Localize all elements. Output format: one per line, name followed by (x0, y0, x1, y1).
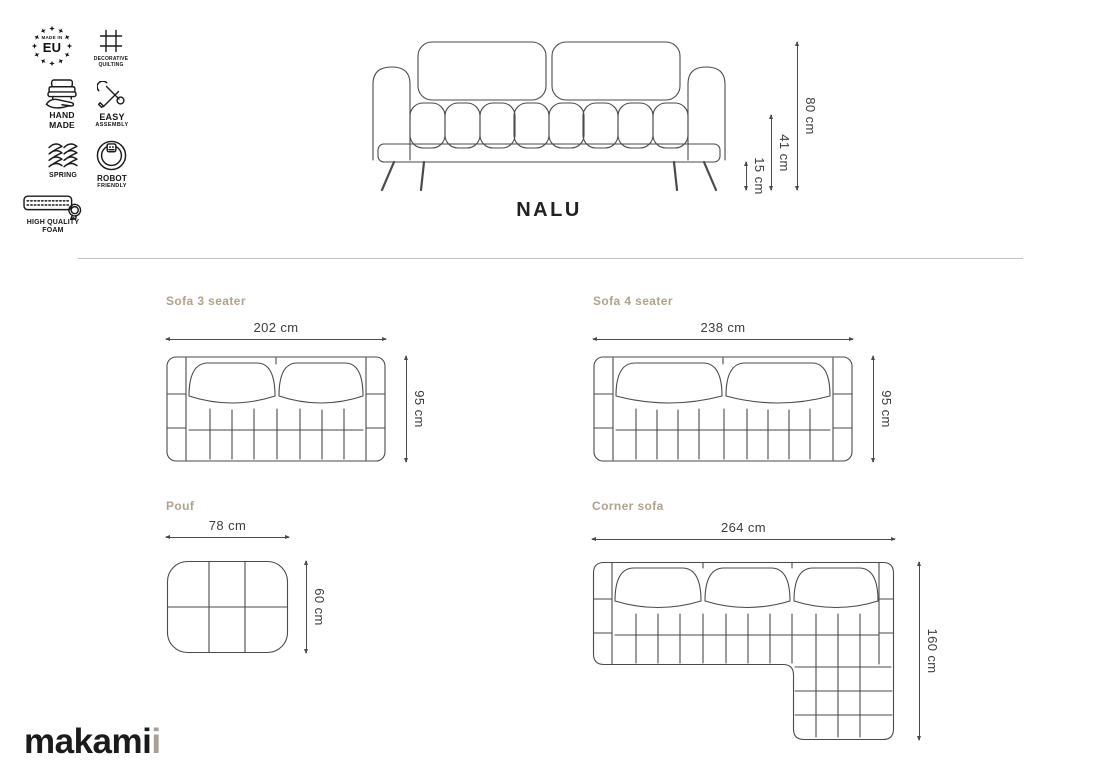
dim-width-sofa-4-seater: 238 cm (593, 316, 853, 342)
corner-sofa-top-view (592, 561, 895, 741)
dim-leg-height: 15 cm (741, 162, 765, 190)
eu-label: EU (42, 40, 62, 55)
made-in-label: MADE IN (41, 35, 63, 40)
sofa-front-view-drawing (370, 38, 728, 193)
dim-width-corner-sofa: 264 cm (592, 516, 895, 542)
high-quality-foam-label: HIGH QUALITY FOAM (26, 219, 80, 235)
dim-depth-sofa-3-seater: 95 cm (401, 356, 425, 462)
dim-depth-pouf: 60 cm (301, 561, 325, 653)
quilting-label: DECORATIVE QUILTING (93, 56, 129, 68)
sofa-3-seater-top-view (166, 356, 386, 462)
badge-made-in-eu (31, 25, 73, 67)
dim-seat-height: 41 cm (766, 115, 790, 190)
robot-friendly-icon (96, 140, 127, 171)
brand-logo-main: makami (24, 722, 152, 761)
high-quality-foam-icon (23, 191, 83, 220)
dim-width-pouf: 78 cm (166, 514, 289, 540)
variant-title-corner-sofa: Corner sofa (592, 499, 664, 513)
variant-title-sofa-4-seater: Sofa 4 seater (593, 294, 673, 308)
brand-logo (24, 722, 161, 762)
sofa-4-seater-top-view (593, 356, 853, 462)
hand-made-icon (43, 79, 81, 110)
spring-icon (47, 142, 79, 170)
dim-depth-corner-sofa: 160 cm (914, 562, 938, 740)
robot-friendly-label: ROBOT FRIENDLY (97, 174, 127, 190)
quilting-icon (98, 28, 124, 54)
variant-title-pouf: Pouf (166, 499, 195, 513)
section-divider (78, 258, 1023, 259)
dim-total-height: 80 cm (792, 42, 816, 190)
hand-made-label: HAND MADE (49, 110, 75, 130)
dim-depth-sofa-4-seater: 95 cm (868, 356, 892, 462)
easy-assembly-label: EASY ASSEMBLY (95, 112, 129, 129)
variant-title-sofa-3-seater: Sofa 3 seater (166, 294, 246, 308)
dim-width-sofa-3-seater: 202 cm (166, 316, 386, 342)
pouf-top-view (166, 560, 289, 654)
brand-logo-accent: i (151, 722, 161, 761)
product-name: NALU (516, 199, 582, 221)
easy-assembly-icon (97, 81, 125, 109)
spring-label: SPRING (48, 172, 78, 179)
feature-badges (0, 0, 180, 250)
